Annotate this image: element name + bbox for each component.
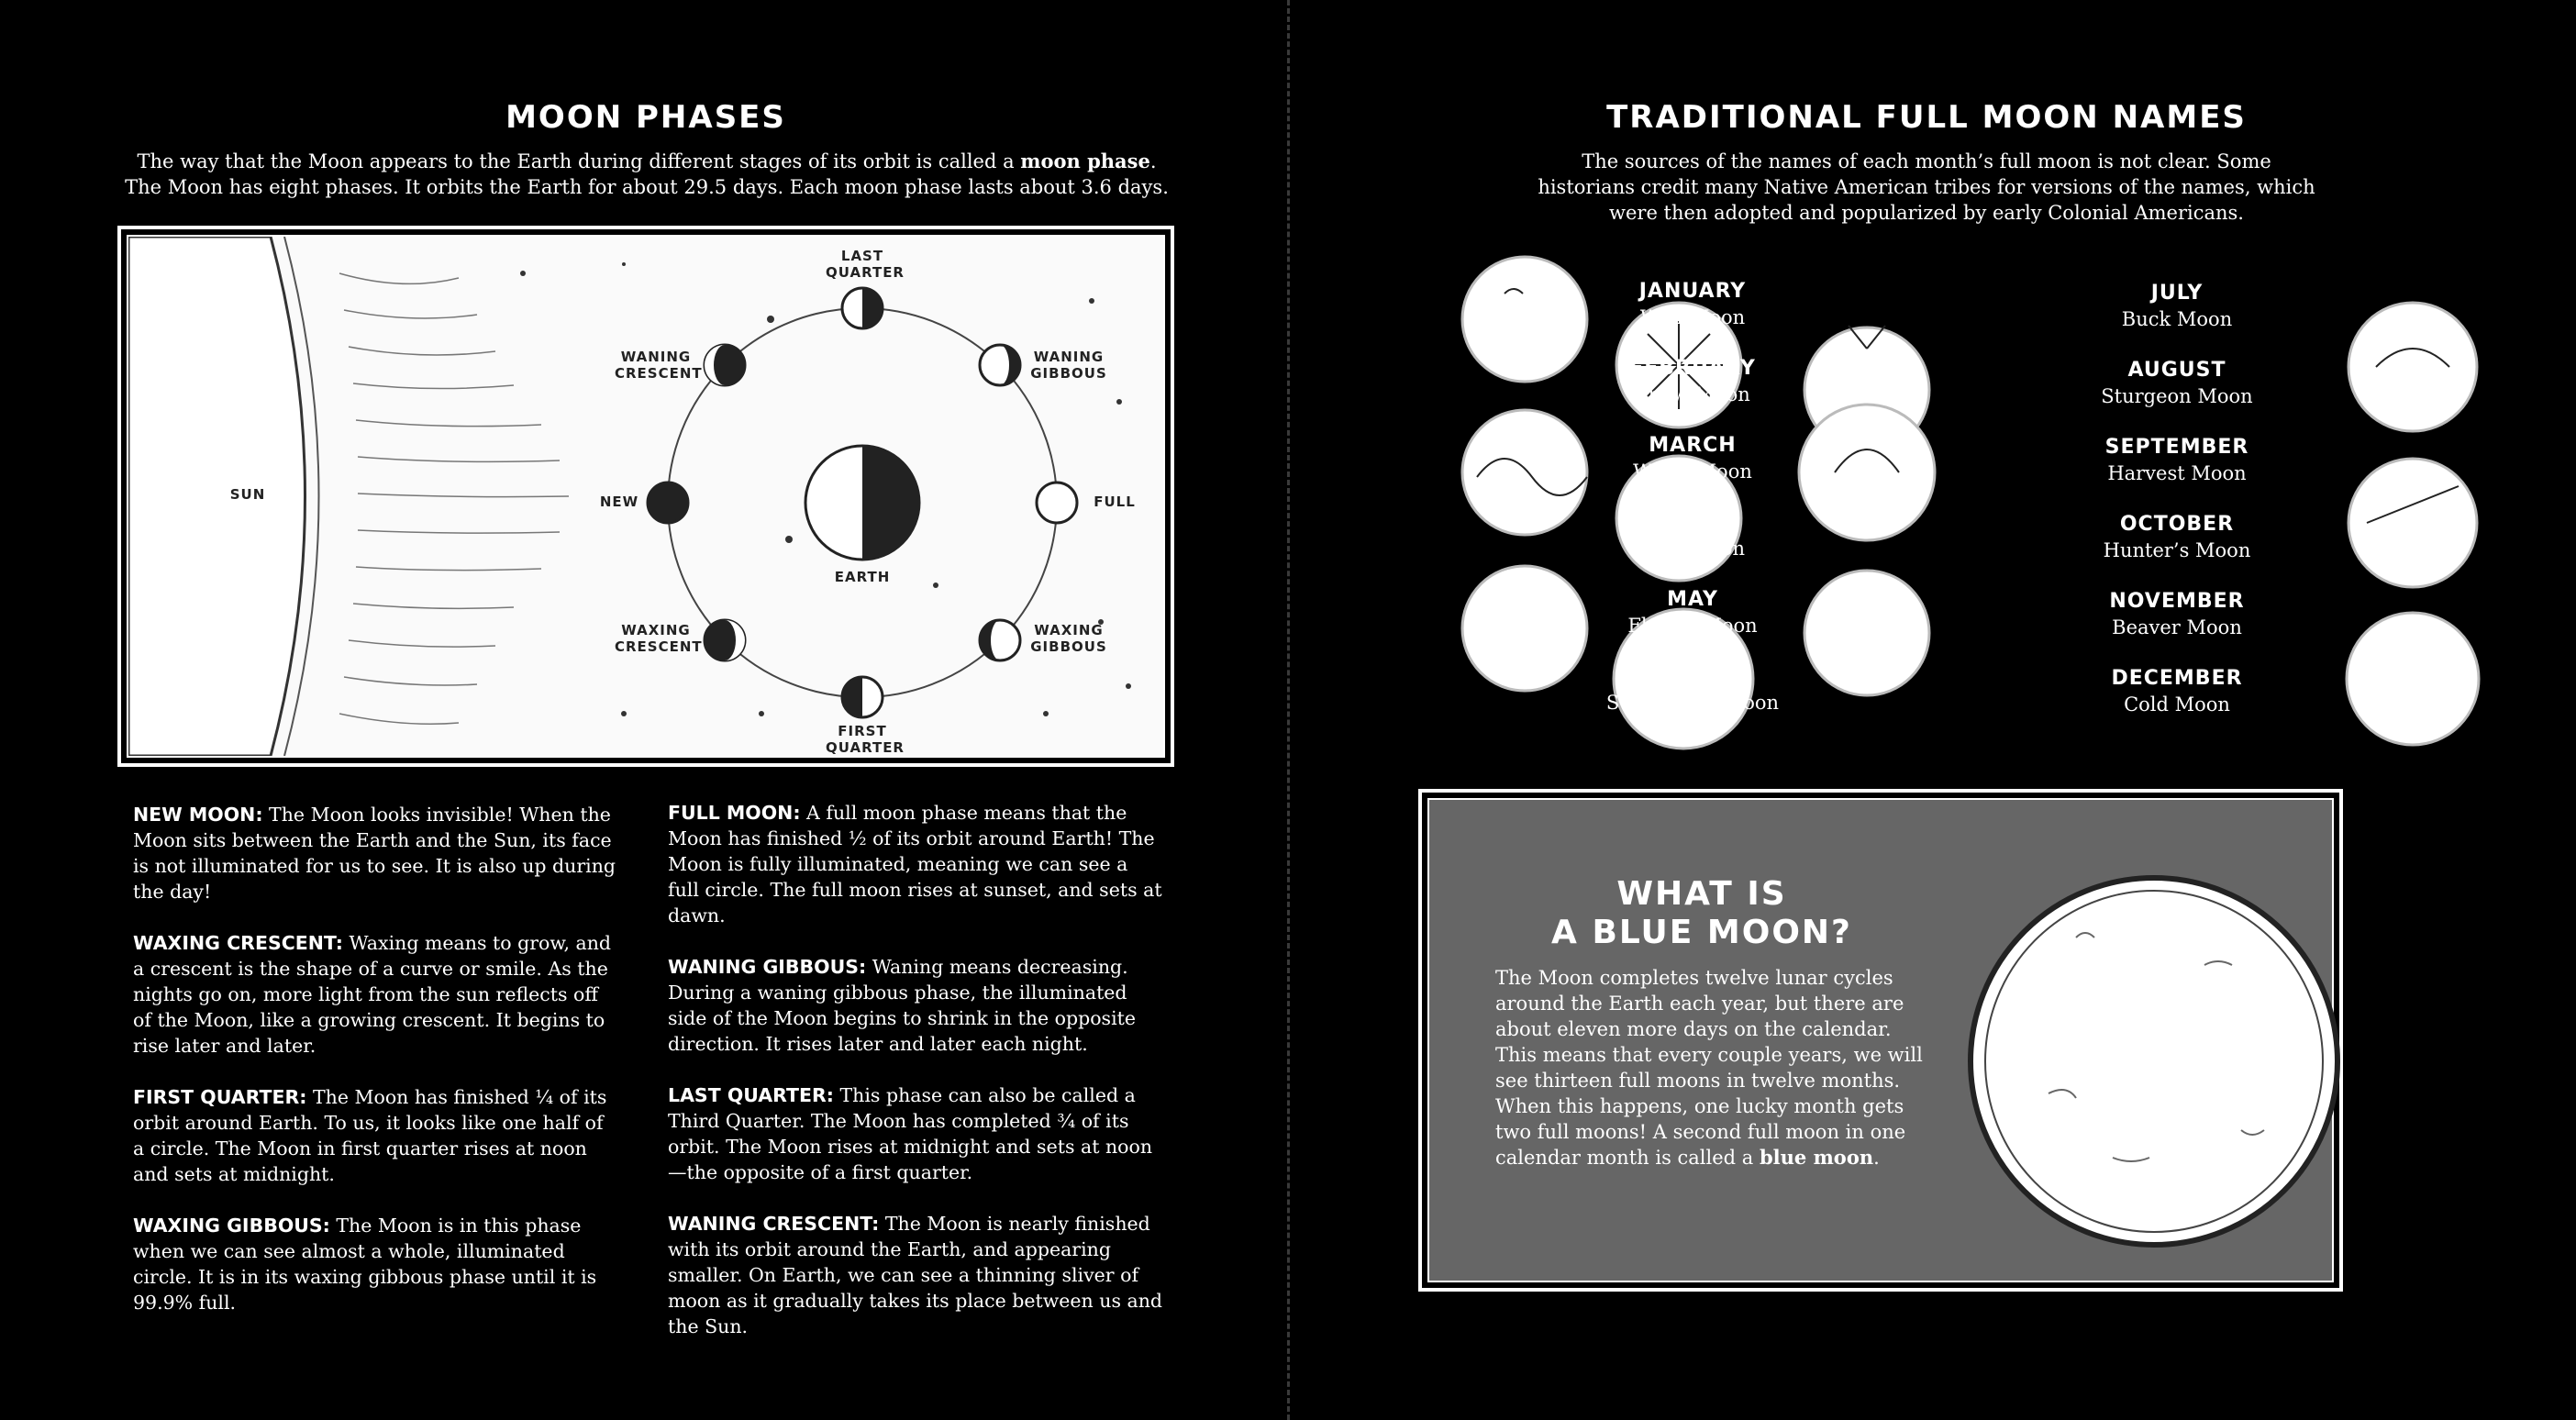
term: WANING GIBBOUS: [668, 956, 867, 978]
moon-name: Strawberry Moon [1605, 692, 1780, 714]
earth-night-side [862, 446, 919, 560]
month-label: SEPTEMBER [2104, 436, 2249, 459]
intro-period: . [1149, 150, 1157, 172]
label-last-quarter: LAST QUARTER [826, 248, 905, 281]
month-label: AUGUST [2127, 359, 2226, 382]
label-waxing-gibbous: WAXING GIBBOUS [1030, 622, 1107, 655]
term: LAST QUARTER: [668, 1084, 834, 1106]
phase-waxing-gibbous [133, 1213, 619, 1315]
moon-full [1037, 483, 1077, 523]
phase-last-quarter [668, 1082, 1163, 1185]
month-label: DECEMBER [2111, 667, 2243, 690]
moon-name: Beaver Moon [2112, 616, 2242, 638]
moon-name: Flower Moon [1627, 615, 1758, 637]
term: FIRST QUARTER: [133, 1086, 307, 1108]
sun-rays [339, 273, 569, 724]
moon-phases-title: MOON PHASES [505, 99, 786, 136]
moon-waning-gibbous [980, 345, 1020, 385]
moon-name: Worm Moon [1633, 460, 1752, 483]
label-earth: EARTH [834, 569, 891, 585]
phase-waxing-crescent [133, 930, 619, 1059]
month-label: NOVEMBER [2109, 590, 2245, 613]
blue-moon-body: The Moon completes twelve lunar cycles around the Earth each year, but there are about eleven more days on the calendar. This means that every couple years, we will see thirteen full moons in twelve months. When this happens, one lucky month gets two full moons! A second full moon in one calendar month is called a [1495, 967, 1923, 1169]
full-moon-names-intro: The sources of the names of each month’s full moon is not clear. Some historians credit many Native American tribes for versions of the names, which were then adopted and popularized by early Colonial Americans. [1538, 150, 2315, 224]
title-line-2: A BLUE MOON? [1551, 914, 1852, 951]
intro-line-1 [101, 149, 1193, 174]
term: WAXING GIBBOUS: [133, 1215, 330, 1237]
desc: Waxing means to grow, and a crescent is the shape of a curve or smile. As the nights go on, more light from the sun reflects off of the Moon, like a growing crescent. It begins to rise later and later. [133, 932, 612, 1057]
label-waxing-crescent: WAXING CRESCENT [615, 622, 703, 655]
blue-moon-illustration [1966, 855, 2351, 1259]
month-november [2076, 589, 2278, 640]
desc: The Moon looks invisible! When the Moon sits between the Earth and the Sun, its face is not illuminated for us to see. It is also up during the day! [133, 804, 616, 903]
label-waning-crescent: WANING CRESCENT [615, 349, 703, 382]
moon-first-quarter [842, 677, 883, 717]
blue-moon-term: blue moon [1759, 1146, 1874, 1169]
intro-bold-term: moon phase [1020, 150, 1150, 172]
month-label: JULY [2150, 282, 2204, 305]
phase-first-quarter [133, 1084, 619, 1187]
moon-name: Hunter’s Moon [2103, 539, 2251, 561]
intro-line-2: The Moon has eight phases. It orbits the Earth for about 29.5 days. Each moon phase lasts about 3.6 days. [125, 176, 1169, 198]
moon-august-sturgeon [2348, 303, 2477, 431]
moon-name: Pink Moon [1639, 538, 1746, 560]
label-first-quarter: FIRST QUARTER [826, 723, 905, 756]
label-sun: SUN [229, 486, 266, 503]
moon-name: Buck Moon [2121, 308, 2233, 330]
month-label: FEBRUARY [1629, 357, 1756, 380]
month-label: JUNE [1663, 665, 1722, 688]
month-february [1592, 356, 1793, 407]
month-label: JANUARY [1638, 280, 1747, 303]
blue-moon-title [1486, 875, 1917, 952]
phase-waning-gibbous [668, 954, 1163, 1057]
desc: The Moon is in this phase when we can see almost a whole, illuminated circle. It is in its waxing gibbous phase until it is 99.9% full. [133, 1215, 597, 1314]
moon-phases-intro [101, 149, 1193, 200]
month-december [2076, 666, 2278, 717]
desc: This phase can also be called a Third Quarter. The Moon has completed ¾ of its orbit. The Moon rises at midnight and sets at noon—the opposite of a first quarter. [668, 1084, 1153, 1183]
blue-moon-text [1495, 965, 1926, 1170]
phase-full-moon [668, 800, 1163, 928]
moon-name: Harvest Moon [2107, 462, 2247, 484]
moon-january-wolf [1462, 257, 1587, 382]
moon-waning-crescent [705, 345, 745, 385]
label-waning-gibbous: WANING GIBBOUS [1030, 349, 1107, 382]
moon-name: Wolf Moon [1639, 306, 1746, 328]
month-july [2076, 281, 2278, 332]
month-label: MAY [1667, 588, 1718, 611]
month-label: APRIL [1657, 511, 1728, 534]
moon-name: Snow Moon [1635, 383, 1750, 405]
month-may [1592, 587, 1793, 638]
month-october [2076, 512, 2278, 563]
intro-text: The way that the Moon appears to the Earth during different stages of its orbit is called a [137, 150, 1015, 172]
month-march [1592, 433, 1793, 484]
full-moon-names-title: TRADITIONAL FULL MOON NAMES [1606, 99, 2247, 136]
moon-new [648, 483, 688, 523]
phases-column-2 [668, 800, 1163, 1365]
desc: The Moon has finished ¼ of its orbit around Earth. To us, it looks like one half of a circle. The Moon in first quarter rises at noon and sets at midnight. [133, 1086, 607, 1185]
blue-moon-end: . [1873, 1147, 1880, 1169]
title-line-1: WHAT IS [1616, 875, 1787, 913]
term: WAXING CRESCENT: [133, 932, 343, 954]
moon-last-quarter [842, 288, 883, 328]
phase-waning-crescent [668, 1211, 1163, 1339]
moon-november-beaver [1804, 571, 1929, 695]
month-label: MARCH [1649, 434, 1737, 457]
diagram-canvas [127, 235, 1165, 758]
moon-may-flower [1462, 566, 1587, 691]
month-september [2076, 435, 2278, 486]
phase-new-moon [133, 802, 619, 904]
term: WANING CRESCENT: [668, 1213, 880, 1235]
label-full: FULL [1094, 494, 1136, 510]
phases-column-1 [133, 802, 619, 1341]
moon-name: Cold Moon [2124, 693, 2230, 716]
moon-september-harvest [1799, 405, 1935, 540]
moon-waxing-crescent [705, 620, 745, 660]
moon-name: Sturgeon Moon [2101, 385, 2253, 407]
month-june [1592, 664, 1793, 716]
month-april [1592, 510, 1793, 561]
term: NEW MOON: [133, 804, 263, 826]
desc: The Moon is nearly finished with its orbit around the Earth, and appearing smaller. On Earth, we can see a thinning sliver of moon as it gradually takes its place between us and the Sun. [668, 1213, 1163, 1337]
moon-phase-diagram [117, 226, 1174, 767]
page-fold [1287, 0, 1290, 1420]
month-label: OCTOBER [2119, 513, 2235, 536]
label-new: NEW [599, 494, 639, 510]
term: FULL MOON: [668, 802, 801, 824]
moon-waxing-gibbous [980, 620, 1020, 660]
month-august [2076, 358, 2278, 409]
desc: A full moon phase means that the Moon has finished ½ of its orbit around Earth! The Moon is fully illuminated, meaning we can see a full circle. The full moon rises at sunset, and sets at dawn. [668, 802, 1162, 926]
moon-december-cold [2347, 613, 2479, 745]
month-january [1592, 279, 1793, 330]
desc: Waning means decreasing. During a waning gibbous phase, the illuminated side of the Moon begins to shrink in the opposite direction. It rises later and later each night. [668, 956, 1137, 1055]
